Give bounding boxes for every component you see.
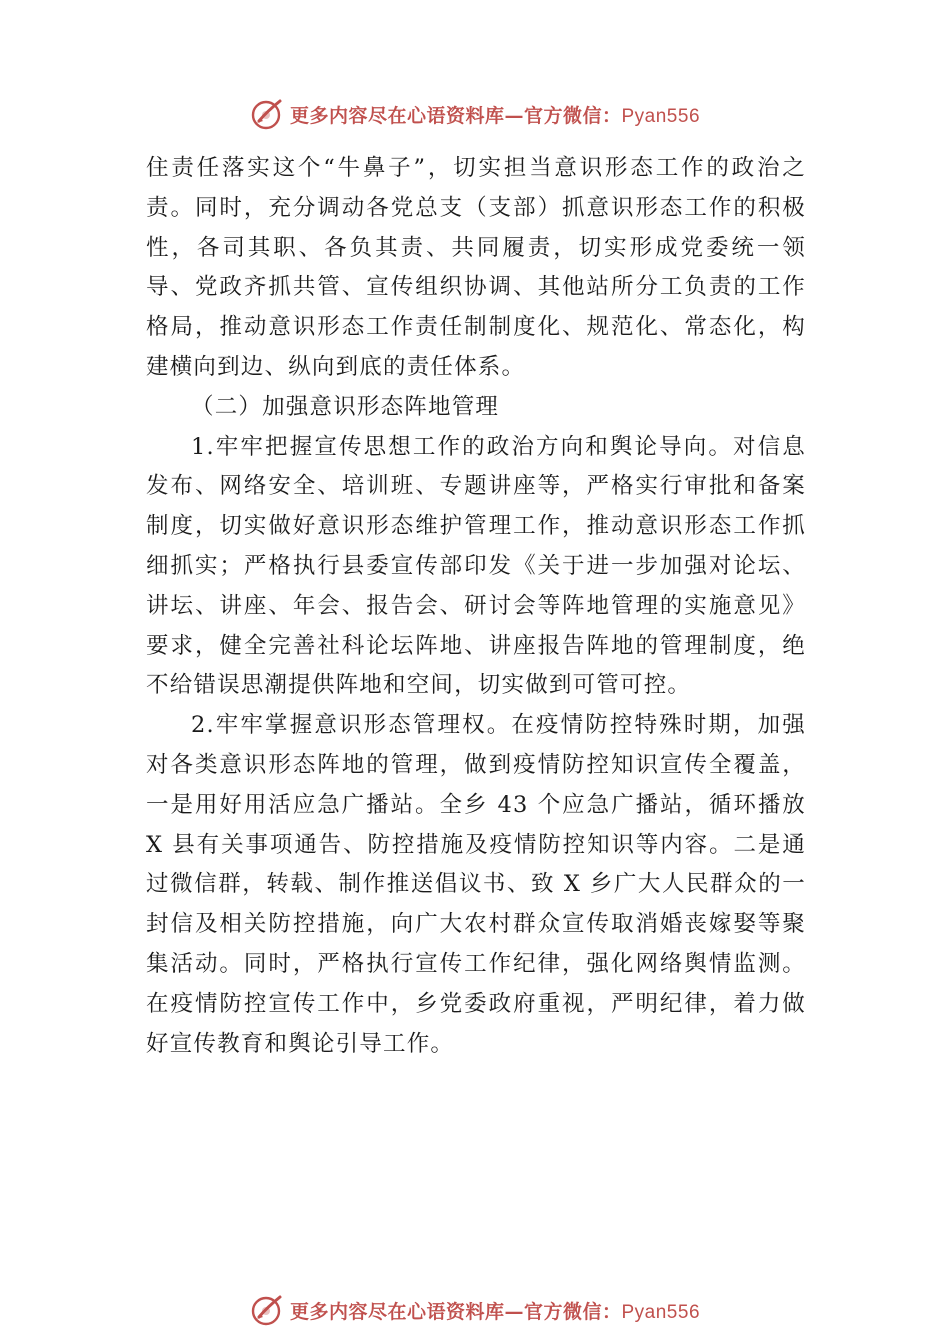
header-banner: [0, 94, 950, 134]
paragraph-3: 2.牢牢掌握意识形态管理权。在疫情防控特殊时期，加强对各类意识形态阵地的管理，做到疫情防控知识宣传全覆盖，一是用好用活应急广播站。全乡 43 个应急广播站，循环播放 X 县有关事项通告、防控措施及疫情防控知识等内容。二是通过微信群，转载、制作推送倡议书、致 X 乡广大人民群众的一封信及相关防控措施，向广大农村群众宣传取消婚丧嫁娶等聚集活动。同时，严格执行宣传工作纪律，强化网络舆情监测。在疫情防控宣传工作中，乡党委政府重视，严明纪律，着力做好宣传教育和舆论引导工作。: [146, 712, 806, 1057]
section-heading: （二）加强意识形态阵地管理: [191, 393, 500, 420]
header-wechat-id: Pyan556: [621, 105, 701, 127]
brush-logo-icon: [250, 1293, 284, 1327]
document-body: [146, 149, 806, 1064]
header-separator: —: [504, 104, 524, 127]
paragraph-2: 1.牢牢把握宣传思想工作的政治方向和舆论导向。对信息发布、网络安全、培训班、专题讲座等，严格实行审批和备案制度，切实做好意识形态维护管理工作，推动意识形态工作抓细抓实；严格执行县委宣传部印发《关于进一步加强对论坛、讲坛、讲座、年会、报告会、研讨会等阵地管理的实施意见》要求，健全完善社科论坛阵地、讲座报告阵地的管理制度，绝不给错误思潮提供阵地和空间，切实做到可管可控。: [146, 433, 806, 699]
header-wechat-label: 官方微信：: [523, 104, 622, 127]
paragraph-1: 住责任落实这个“牛鼻子”，切实担当意识形态工作的政治之责。同时，充分调动各党总支（支部）抓意识形态工作的积极性，各司其职、各负其责、共同履责，切实形成党委统一领导、党政齐抓共管、宣传组织协调、其他站所分工负责的工作格局，推动意识形态工作责任制制度化、规范化、常态化，构建横向到边、纵向到底的责任体系。: [146, 155, 806, 380]
header-site-name: 更多内容尽在心语资料库: [289, 104, 505, 127]
footer-wechat-id: Pyan556: [621, 1301, 701, 1323]
header-banner-text: [290, 101, 700, 128]
footer-banner-text: [290, 1297, 700, 1324]
footer-banner: [0, 1290, 950, 1330]
footer-site-name: 更多内容尽在心语资料库: [289, 1300, 505, 1323]
footer-separator: —: [504, 1300, 524, 1323]
footer-wechat-label: 官方微信：: [523, 1300, 622, 1323]
brush-logo-icon: [250, 97, 284, 131]
